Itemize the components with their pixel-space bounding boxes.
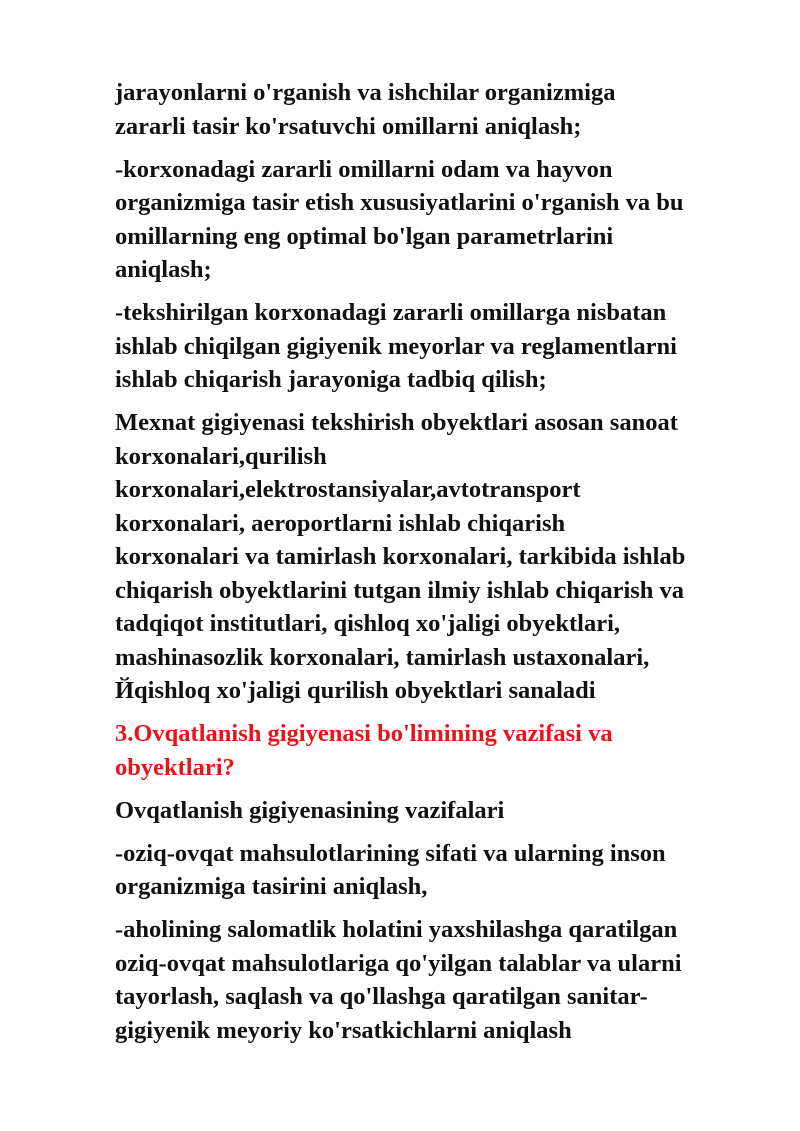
paragraph-research-objects (115, 406, 755, 708)
paragraph-nutrition-tasks-title (115, 794, 755, 828)
text-line: tayorlash, saqlash va qo'llashga qaratilgan sanitar- (115, 983, 648, 1010)
paragraph-tasks-continued (115, 76, 755, 143)
text-line: ishlab chiqarish jarayoniga tadbiq qilish; (115, 366, 547, 393)
heading-line: 3.Ovqatlanish gigiyenasi bo'limining vazifasi va (115, 720, 613, 747)
text-line: -oziq-ovqat mahsulotlarining sifati va ularning inson (115, 839, 666, 867)
document-page (115, 76, 755, 1057)
text-line: -aholining salomatlik holatini yaxshilashga qaratilgan (115, 916, 678, 943)
text-line: korxonalari,qurilish (115, 442, 327, 470)
text-line: -tekshirilgan korxonadagi zararli omillarga nisbatan (115, 299, 667, 326)
text-line: Mexnat gigiyenasi tekshirish obyektlari asosan sanoat (115, 409, 678, 436)
text-line: jarayonlarni o'rganish va ishchilar organizmiga (115, 79, 616, 106)
text-line: Йqishloq xo'jaligi qurilish obyektlari sanaladi (115, 677, 596, 704)
text-line: ishlab chiqilgan gigiyenik meyorlar va reglamentlarni (115, 332, 677, 360)
text-line: korxonalari, aeroportlarni ishlab chiqarish (115, 509, 566, 537)
text-line: -korxonadagi zararli omillarni odam va hayvon (115, 155, 613, 183)
text-line: omillarning eng optimal bo'lgan parametrlarini (115, 222, 614, 250)
text-line: korxonalari,elektrostansiyalar,avtotransport (115, 476, 581, 503)
text-line: gigiyenik meyoriy ko'rsatkichlarni aniqlash (115, 1016, 572, 1044)
paragraph-sanitary-norms (115, 913, 755, 1047)
text-line: Ovqatlanish gigiyenasining vazifalari (115, 796, 505, 824)
paragraph-harmful-factors (115, 153, 755, 287)
text-line: organizmiga tasir etish xususiyatlarini o'rganish va bu (115, 189, 684, 216)
text-line: oziq-ovqat mahsulotlariga qo'yilgan talablar va ularni (115, 949, 682, 977)
text-line: tadqiqot institutlari, qishloq xo'jaligi obyektlari, (115, 610, 621, 637)
heading-line: obyektlari? (115, 753, 235, 781)
paragraph-norms (115, 296, 755, 397)
text-line: zararli tasir ko'rsatuvchi omillarni aniqlash; (115, 112, 582, 140)
text-line: organizmiga tasirini aniqlash, (115, 873, 428, 900)
text-line: chiqarish obyektlarini tutgan ilmiy ishlab chiqarish va (115, 576, 685, 604)
text-line: korxonalari va tamirlash korxonalari, tarkibida ishlab (115, 543, 686, 570)
paragraph-food-quality (115, 837, 755, 904)
text-line: mashinasozlik korxonalari, tamirlash ustaxonalari, (115, 643, 650, 671)
text-line: aniqlash; (115, 256, 212, 283)
section-heading (115, 717, 755, 784)
